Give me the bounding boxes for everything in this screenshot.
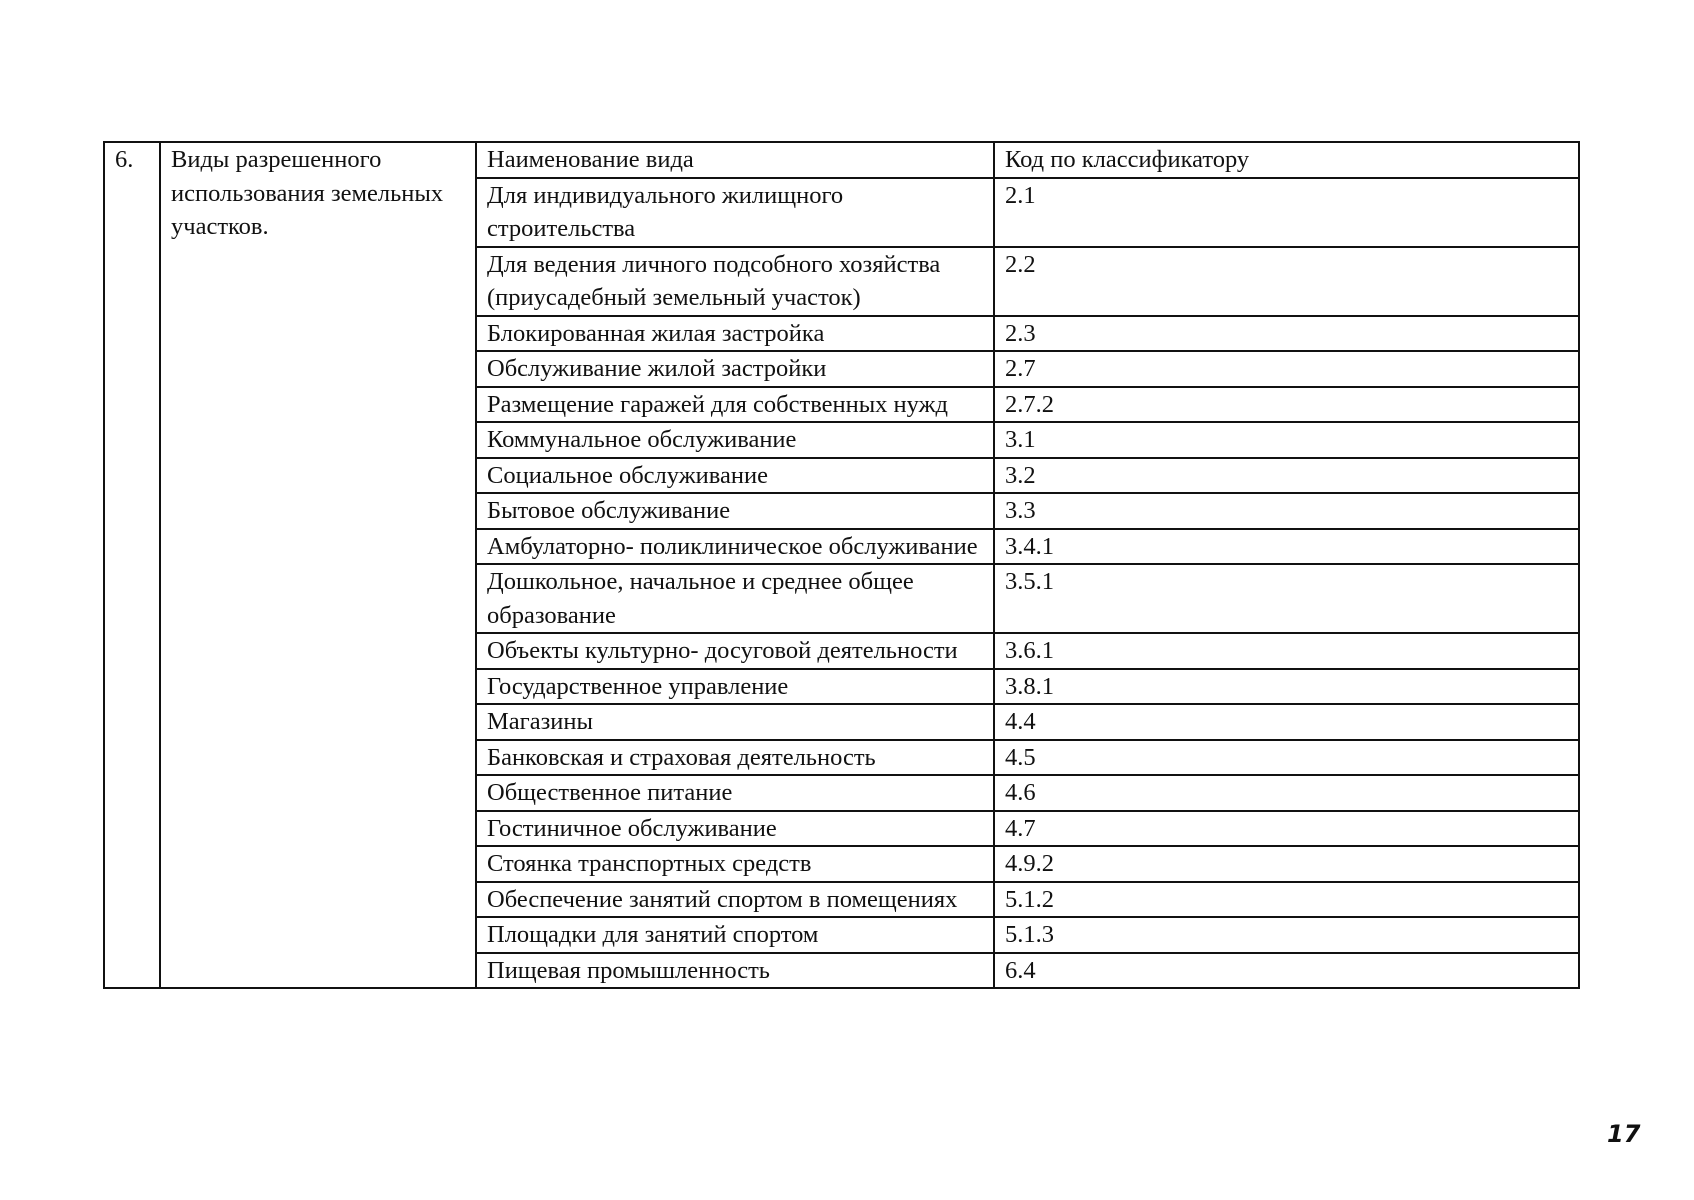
section-number: 6. [104,142,160,988]
use-code-cell: 5.1.2 [994,882,1579,918]
use-code-cell: 3.5.1 [994,564,1579,633]
use-code-cell: 4.4 [994,704,1579,740]
use-code-cell: 4.5 [994,740,1579,776]
use-code-cell: 4.9.2 [994,846,1579,882]
use-name-cell: Дошкольное, начальное и среднее общее образование [476,564,994,633]
use-name-cell: Социальное обслуживание [476,458,994,494]
use-name-cell: Банковская и страховая деятельность [476,740,994,776]
use-name-cell: Обеспечение занятий спортом в помещениях [476,882,994,918]
use-name-cell: Коммунальное обслуживание [476,422,994,458]
use-code-cell: 5.1.3 [994,917,1579,953]
use-name-cell: Размещение гаражей для собственных нужд [476,387,994,423]
use-code-cell: 2.7.2 [994,387,1579,423]
use-code-cell: 4.6 [994,775,1579,811]
use-code-cell: 4.7 [994,811,1579,847]
permitted-use-table [103,141,1580,989]
use-name-cell: Пищевая промышленность [476,953,994,989]
use-code-cell: 3.4.1 [994,529,1579,565]
table-body [104,142,1579,988]
section-label: Виды разрешенного использования земельных участков. [160,142,476,988]
use-code-cell: 3.8.1 [994,669,1579,705]
use-name-cell: Общественное питание [476,775,994,811]
use-code-cell: 3.3 [994,493,1579,529]
use-name-cell: Магазины [476,704,994,740]
use-name-cell: Стоянка транспортных средств [476,846,994,882]
use-name-cell: Для индивидуального жилищного строительства [476,178,994,247]
page-number: 17 [1607,1120,1641,1148]
use-code-cell: 3.6.1 [994,633,1579,669]
use-code-cell: 2.1 [994,178,1579,247]
header-code: Код по классификатору [994,142,1579,178]
use-code-cell: 2.2 [994,247,1579,316]
use-name-cell: Гостиничное обслуживание [476,811,994,847]
use-code-cell: 3.2 [994,458,1579,494]
use-name-cell: Площадки для занятий спортом [476,917,994,953]
use-name-cell: Объекты культурно- досуговой деятельности [476,633,994,669]
use-name-cell: Для ведения личного подсобного хозяйства (приусадебный земельный участок) [476,247,994,316]
use-code-cell: 6.4 [994,953,1579,989]
use-name-cell: Государственное управление [476,669,994,705]
table-header-row [104,142,1579,178]
use-code-cell: 3.1 [994,422,1579,458]
use-name-cell: Бытовое обслуживание [476,493,994,529]
use-name-cell: Амбулаторно- поликлиническое обслуживание [476,529,994,565]
use-name-cell: Обслуживание жилой застройки [476,351,994,387]
header-name: Наименование вида [476,142,994,178]
use-code-cell: 2.7 [994,351,1579,387]
use-name-cell: Блокированная жилая застройка [476,316,994,352]
use-code-cell: 2.3 [994,316,1579,352]
